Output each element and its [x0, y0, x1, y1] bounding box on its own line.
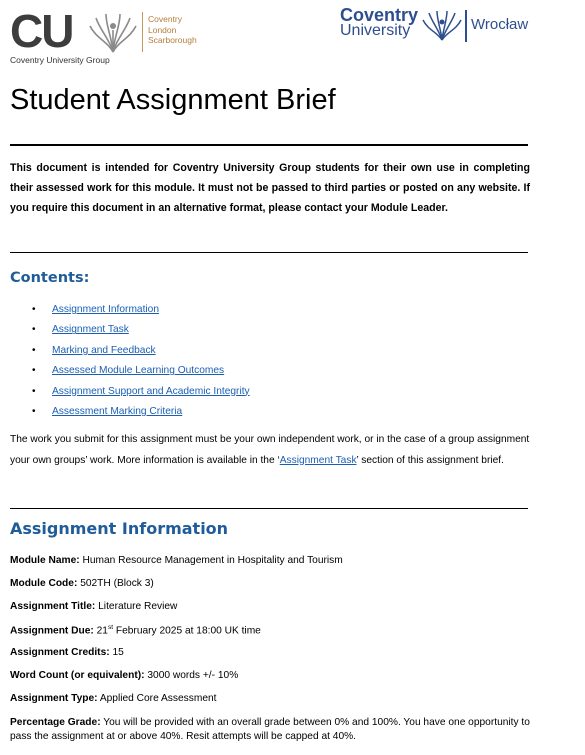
list-item [10, 300, 250, 320]
coventry-logo-divider [465, 10, 467, 42]
coventry-university-logo [340, 5, 540, 48]
crest-icon [422, 10, 462, 42]
cu-group-logo [10, 5, 210, 66]
cu-logo-letters: CU [10, 5, 73, 57]
bullet-icon: • [32, 365, 36, 377]
list-item [10, 382, 250, 402]
assignment-credits-row: Assignment Credits: 15 [10, 647, 124, 658]
confidentiality-notice: This document is intended for Coventry University Group students for their own use in completing their assessed work for this module. It must not be passed to third parties or posted on any website. If you require this document in an alternative format, please contact your Module Leader. [10, 162, 530, 214]
bullet-icon: • [32, 324, 36, 336]
contents-link-assignment-information[interactable]: Assignment Information [52, 304, 160, 315]
page-title: Student Assignment Brief [10, 84, 336, 116]
list-item [10, 320, 250, 340]
contents-link-marking-feedback[interactable]: Marking and Feedback [52, 344, 156, 356]
module-name-row: Module Name: Human Resource Management in Hospitality and Tourism [10, 555, 343, 566]
phoenix-icon [88, 12, 138, 54]
assignment-title-row: Assignment Title: Literature Review [10, 601, 178, 612]
cu-logo-cities: Coventry London Scarborough [148, 14, 197, 45]
intro-paragraph: The work you submit for this assignment must be your own independent work, or in the case of a group assignment your own groups’ work. More information is available in the ‘Assignment Task’ section of this assignment brief. [10, 434, 530, 466]
contents-link-assignment-task[interactable]: Assignment Task [52, 324, 129, 336]
assignment-due-row: Assignment Due: 21st February 2025 at 18:00 UK time [10, 624, 261, 637]
module-code-row: Module Code: 502TH (Block 3) [10, 578, 154, 589]
bullet-icon: • [32, 405, 36, 417]
cu-group-name: Coventry University Group [10, 55, 110, 65]
assignment-task-link[interactable]: Assignment Task [279, 454, 357, 466]
list-item [10, 402, 250, 422]
contents-link-support-integrity[interactable]: Assignment Support and Academic Integrity [52, 385, 250, 397]
coventry-campus-city: Wrocław [471, 16, 529, 33]
bullet-icon: • [32, 385, 36, 397]
contents-heading: Contents: [10, 270, 90, 286]
contents-list [10, 300, 250, 422]
bullet-icon: • [32, 344, 36, 356]
list-item [10, 341, 250, 361]
contents-link-learning-outcomes[interactable]: Assessed Module Learning Outcomes [52, 365, 225, 377]
divider-rule [10, 144, 528, 146]
assignment-type-row: Assignment Type: Applied Core Assessment [10, 693, 217, 704]
divider-rule [10, 508, 528, 509]
word-count-row: Word Count (or equivalent): 3000 words +/- 10% [10, 670, 239, 681]
coventry-wordmark: Coventry University [340, 5, 419, 39]
list-item [10, 361, 250, 381]
divider-rule [10, 252, 528, 253]
assignment-information-heading: Assignment Information [10, 519, 229, 538]
bullet-icon: • [32, 304, 36, 315]
percentage-grade-row: Percentage Grade: You will be provided with an overall grade between 0% and 100%. You have one opportunity to pass the assignment at or above 40%. Resit attempts will be capped at 40%. [10, 717, 530, 742]
contents-link-marking-criteria[interactable]: Assessment Marking Criteria [52, 405, 183, 417]
cu-logo-divider [142, 12, 143, 52]
